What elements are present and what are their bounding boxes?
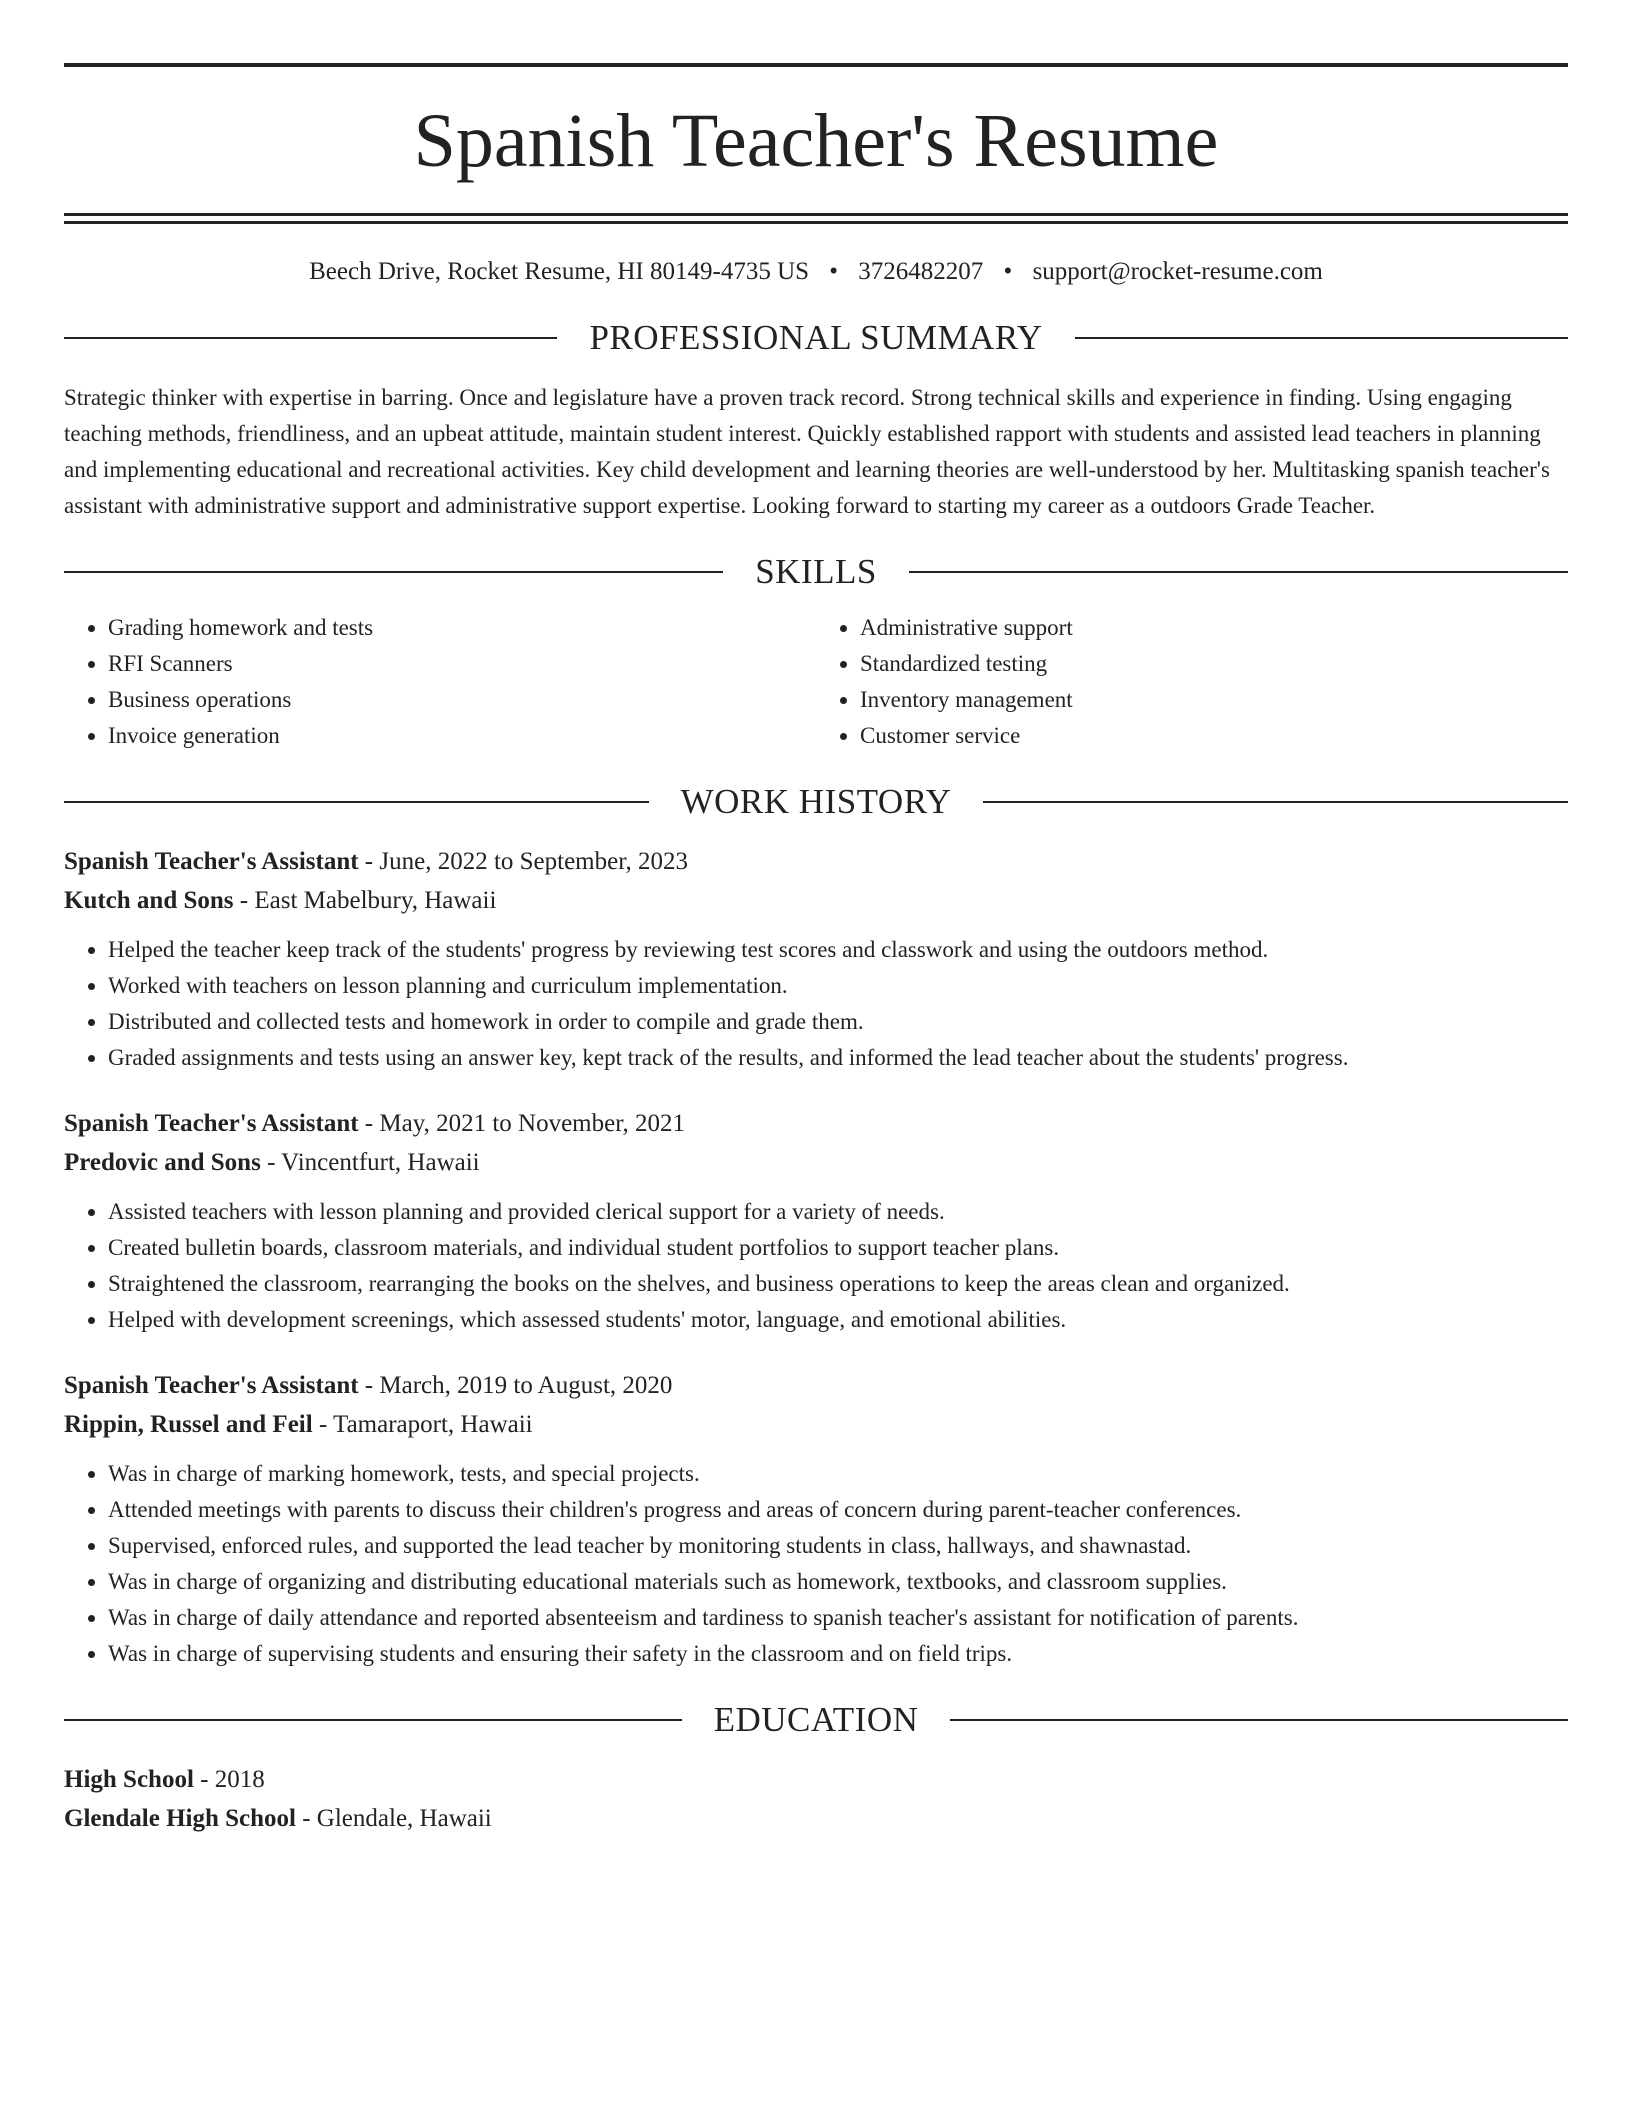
contact-separator: • bbox=[1003, 258, 1013, 285]
heading-rule-right bbox=[950, 1719, 1568, 1721]
job-bullet: • Supervised, enforced rules, and supported the lead teacher by monitoring students in class, hallways, and shawnastad. bbox=[108, 1528, 1568, 1564]
job-bullets bbox=[64, 1194, 1568, 1338]
skill-item: • Business operations bbox=[108, 682, 816, 718]
skills-heading bbox=[64, 542, 1568, 602]
job-bullets bbox=[64, 1456, 1568, 1672]
job-bullet: • Assisted teachers with lesson planning and provided clerical support for a variety of needs. bbox=[108, 1194, 1568, 1230]
job-entry bbox=[64, 842, 1568, 1076]
job-title: Spanish Teacher's Assistant bbox=[64, 848, 359, 875]
job-bullet: • Attended meetings with parents to discuss their children's progress and areas of concern during parent-teacher conferences. bbox=[108, 1492, 1568, 1528]
heading-rule-right bbox=[1075, 337, 1568, 339]
education-location: - Glendale, Hawaii bbox=[295, 1805, 492, 1832]
skills-column-left bbox=[64, 610, 816, 754]
job-title: Spanish Teacher's Assistant bbox=[64, 1372, 359, 1399]
education-year: - 2018 bbox=[193, 1766, 265, 1793]
skills-list bbox=[64, 610, 1568, 754]
skill-item: • Customer service bbox=[860, 718, 1568, 754]
job-bullet: • Helped with development screenings, which assessed students' motor, language, and emotional abilities. bbox=[108, 1302, 1568, 1338]
job-company-line bbox=[64, 1405, 1568, 1444]
page-title: Spanish Teacher's Resume bbox=[413, 99, 1219, 183]
job-company-line bbox=[64, 881, 1568, 920]
job-title-line bbox=[64, 1104, 1568, 1143]
job-bullet: • Distributed and collected tests and homework in order to compile and grade them. bbox=[108, 1004, 1568, 1040]
skill-item: • Inventory management bbox=[860, 682, 1568, 718]
education-degree-line bbox=[64, 1760, 1568, 1799]
heading-rule-right bbox=[983, 801, 1568, 803]
skill-item: • RFI Scanners bbox=[108, 646, 816, 682]
education-school-line bbox=[64, 1799, 1568, 1838]
job-entry bbox=[64, 1104, 1568, 1338]
job-company: Kutch and Sons bbox=[64, 887, 234, 914]
job-location: - Tamaraport, Hawaii bbox=[312, 1411, 533, 1438]
skills-heading-label: SKILLS bbox=[755, 552, 877, 591]
job-bullet: • Was in charge of marking homework, tests, and special projects. bbox=[108, 1456, 1568, 1492]
job-company: Predovic and Sons bbox=[64, 1149, 261, 1176]
job-bullet: • Was in charge of organizing and distributing educational materials such as homework, textbooks, and classroom supplies. bbox=[108, 1564, 1568, 1600]
job-bullet: • Helped the teacher keep track of the students' progress by reviewing test scores and classwork and using the outdoors method. bbox=[108, 932, 1568, 968]
summary-heading-label: PROFESSIONAL SUMMARY bbox=[589, 318, 1043, 357]
job-dates: - June, 2022 to September, 2023 bbox=[358, 848, 689, 875]
skill-item: • Administrative support bbox=[860, 610, 1568, 646]
contact-line bbox=[64, 254, 1568, 290]
job-dates: - May, 2021 to November, 2021 bbox=[358, 1110, 686, 1137]
heading-rule-right bbox=[909, 571, 1568, 573]
job-bullet: • Graded assignments and tests using an answer key, kept track of the results, and informed the lead teacher about the students' progress. bbox=[108, 1040, 1568, 1076]
job-bullet: • Straightened the classroom, rearranging the books on the shelves, and business operations to keep the areas clean and organized. bbox=[108, 1266, 1568, 1302]
job-bullet: • Created bulletin boards, classroom materials, and individual student portfolios to support teacher plans. bbox=[108, 1230, 1568, 1266]
job-bullet: • Was in charge of supervising students and ensuring their safety in the classroom and on field trips. bbox=[108, 1636, 1568, 1672]
job-bullet: • Worked with teachers on lesson planning and curriculum implementation. bbox=[108, 968, 1568, 1004]
skill-item: • Invoice generation bbox=[108, 718, 816, 754]
summary-text: Strategic thinker with expertise in barring. Once and legislature have a proven track record. Strong technical skills and experience in finding. Using engaging teaching methods, friendliness, and an upbeat attitude, maintain student interest. Quickly established rapport with students and assisted lead teachers in planning and implementing educational and recreational activities. Key child development and learning theories are well-understood by her. Multitasking spanish teacher's assistant with administrative support and administrative support expertise. Looking forward to starting my career as a outdoors Grade Teacher. bbox=[64, 385, 1550, 518]
skill-item: • Standardized testing bbox=[860, 646, 1568, 682]
top-rule bbox=[64, 63, 1568, 67]
education-entry bbox=[64, 1760, 1568, 1838]
job-title-line bbox=[64, 842, 1568, 881]
job-company: Rippin, Russel and Feil bbox=[64, 1411, 313, 1438]
job-title: Spanish Teacher's Assistant bbox=[64, 1110, 359, 1137]
job-dates: - March, 2019 to August, 2020 bbox=[358, 1372, 673, 1399]
education-heading-label: EDUCATION bbox=[713, 1700, 919, 1739]
title-double-rule bbox=[64, 213, 1568, 224]
work-heading bbox=[64, 772, 1568, 832]
job-title-line bbox=[64, 1366, 1568, 1405]
contact-separator: • bbox=[829, 258, 839, 285]
skills-column-right bbox=[816, 610, 1568, 754]
job-bullet: • Was in charge of daily attendance and reported absenteeism and tardiness to spanish teacher's assistant for notification of parents. bbox=[108, 1600, 1568, 1636]
job-company-line bbox=[64, 1143, 1568, 1182]
heading-rule-left bbox=[64, 1719, 682, 1721]
resume-page bbox=[64, 0, 1568, 1838]
job-location: - Vincentfurt, Hawaii bbox=[260, 1149, 480, 1176]
education-heading bbox=[64, 1690, 1568, 1750]
summary-heading bbox=[64, 308, 1568, 368]
heading-rule-left bbox=[64, 801, 649, 803]
education-school: Glendale High School bbox=[64, 1805, 296, 1832]
work-heading-label: WORK HISTORY bbox=[680, 782, 952, 821]
heading-rule-left bbox=[64, 571, 723, 573]
job-bullets bbox=[64, 932, 1568, 1076]
contact-phone: 3726482207 bbox=[858, 258, 984, 285]
heading-rule-left bbox=[64, 337, 557, 339]
contact-email: support@rocket-resume.com bbox=[1032, 258, 1323, 285]
job-entry bbox=[64, 1366, 1568, 1672]
job-location: - East Mabelbury, Hawaii bbox=[233, 887, 497, 914]
education-degree: High School bbox=[64, 1766, 194, 1793]
skill-item: • Grading homework and tests bbox=[108, 610, 816, 646]
contact-address: Beech Drive, Rocket Resume, HI 80149-4735 US bbox=[309, 258, 810, 285]
